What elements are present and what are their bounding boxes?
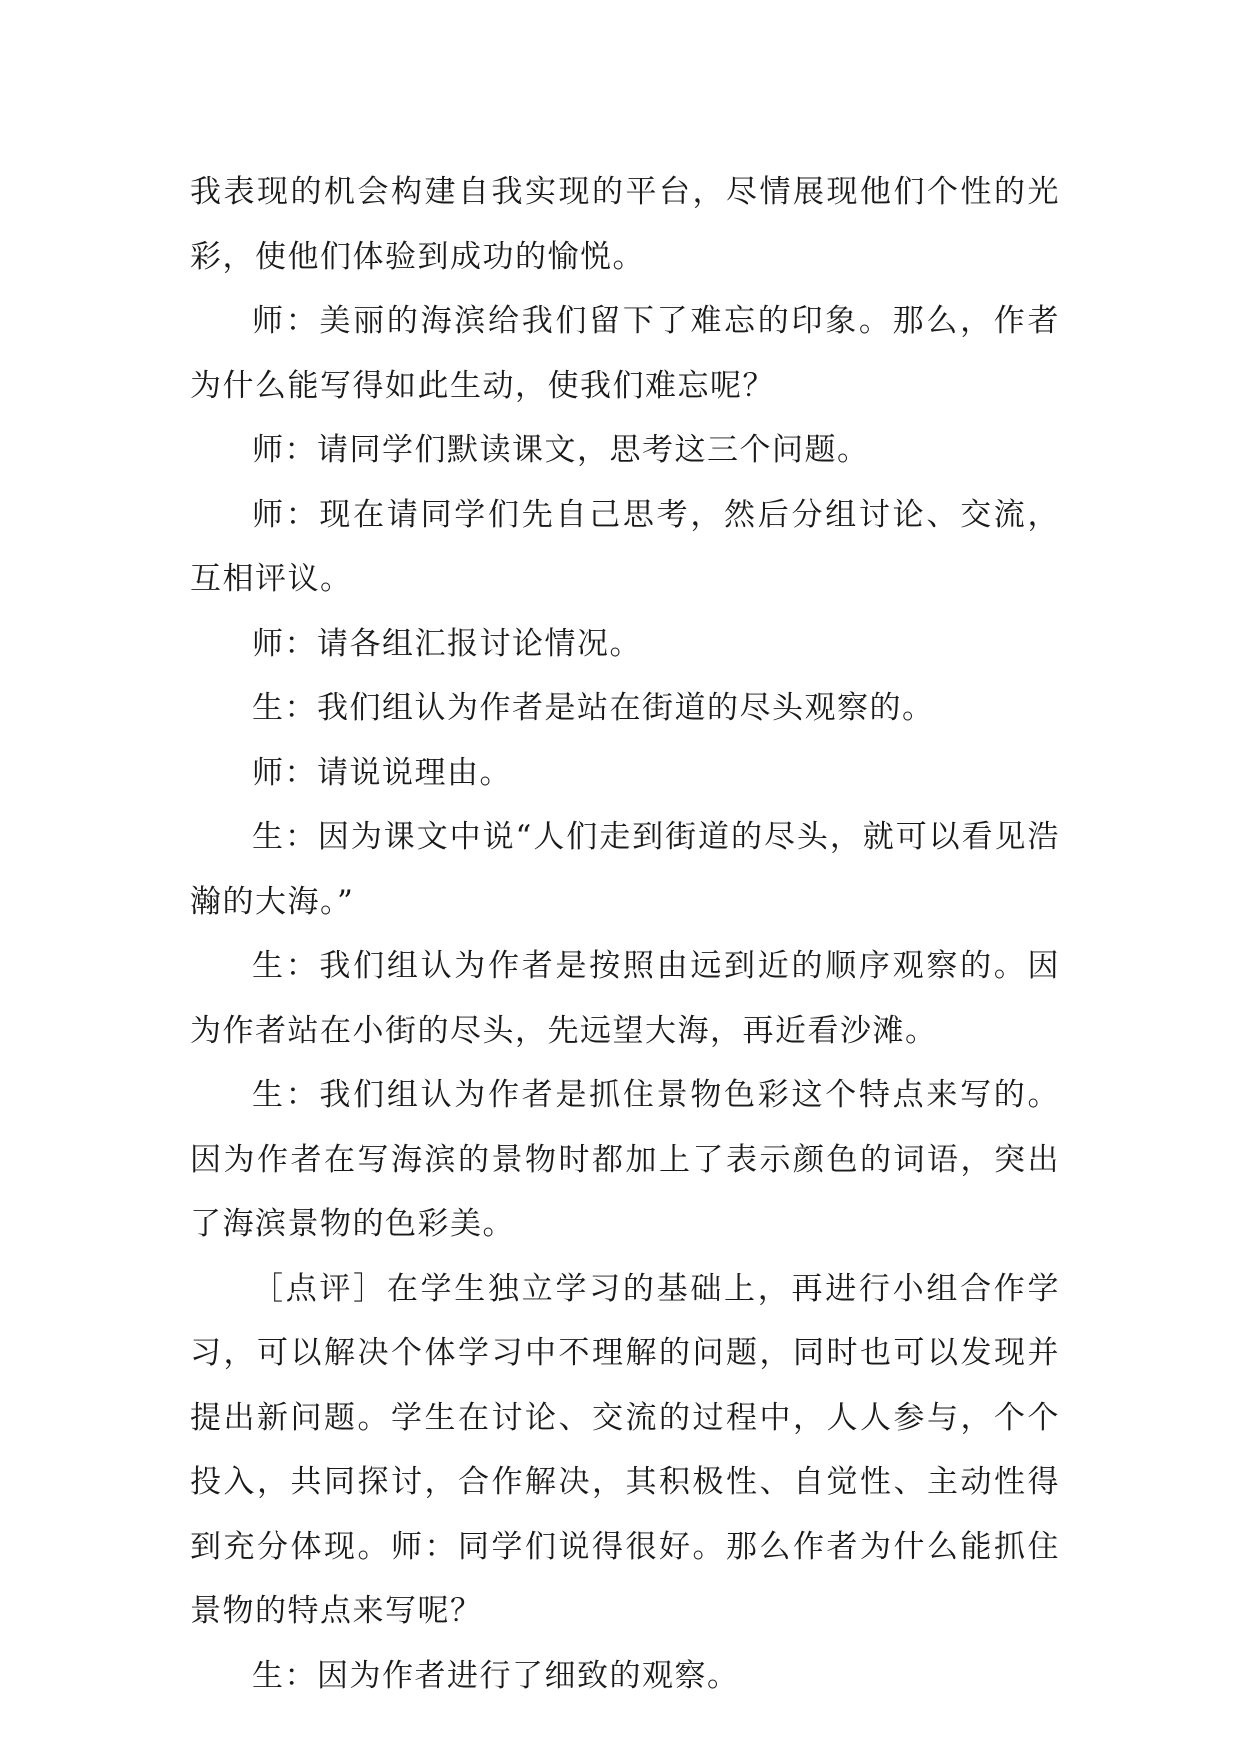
paragraph-teacher-discuss: 师：现在请同学们先自己思考，然后分组讨论、交流，互相评议。 xyxy=(190,496,1060,597)
paragraph-student-position: 生：我们组认为作者是站在街道的尽头观察的。 xyxy=(252,690,935,726)
paragraph-teacher-impression: 师：美丽的海滨给我们留下了难忘的印象。那么，作者为什么能写得如此生动，使我们难忘呢？ xyxy=(190,303,1060,404)
paragraph-commentary: ［点评］在学生独立学习的基础上，再进行小组合作学习，可以解决个体学习中不理解的问题，同时也可以发现并提出新问题。学生在讨论、交流的过程中，人人参与，个个投入，共同探讨，合作解决，其积极性、自觉性、主动性得到充分体现。师：同学们说得很好。那么作者为什么能抓住景物的特点来写呢？ xyxy=(190,1270,1060,1629)
paragraph-student-observation: 生：因为作者进行了细致的观察。 xyxy=(252,1657,740,1694)
paragraph-student-color: 生：我们组认为作者是抓住景物色彩这个特点来写的。因为作者在写海滨的景物时都加上了表示颜色的词语，突出了海滨景物的色彩美。 xyxy=(190,1077,1060,1242)
paragraph-teacher-reason: 师：请说说理由。 xyxy=(252,754,512,791)
paragraph-teacher-read: 师：请同学们默读课文，思考这三个问题。 xyxy=(252,432,870,468)
paragraph-continuation: 我表现的机会构建自我实现的平台，尽情展现他们个性的光彩，使他们体验到成功的愉悦。 xyxy=(190,174,1060,275)
paragraph-teacher-report: 师：请各组汇报讨论情况。 xyxy=(252,625,642,662)
paragraph-student-quote: 生：因为课文中说“人们走到街道的尽头，就可以看见浩瀚的大海。” xyxy=(190,819,1060,920)
paragraph-student-order: 生：我们组认为作者是按照由远到近的顺序观察的。因为作者站在小街的尽头，先远望大海，再近看沙滩。 xyxy=(190,948,1060,1049)
document-body xyxy=(190,160,1060,1708)
